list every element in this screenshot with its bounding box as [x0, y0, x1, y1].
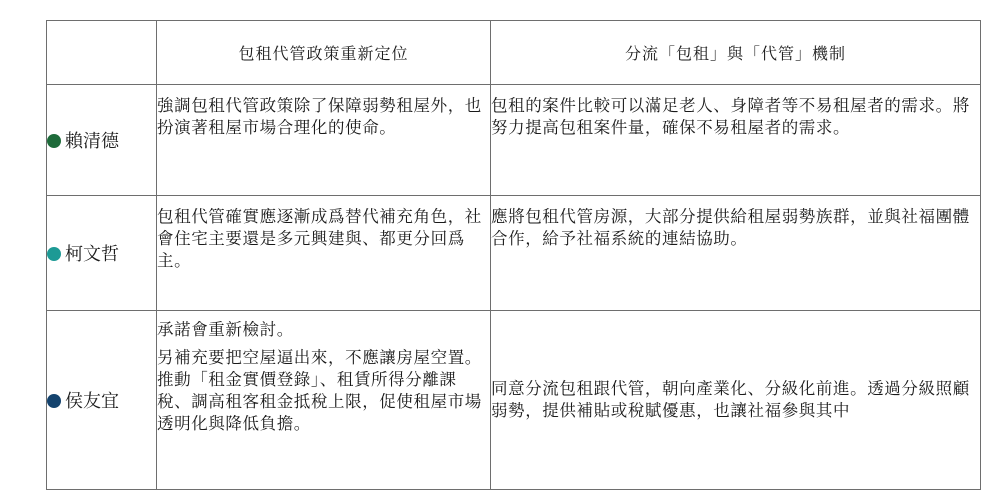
candidate-name: 柯文哲 — [65, 244, 119, 265]
candidate-name-cell — [47, 196, 157, 311]
policy-text: 包租代管確實應逐漸成爲替代補充角色，社會住宅主要還是多元興建與、都更分回爲主。 — [157, 207, 482, 270]
mechanism-cell — [491, 311, 981, 490]
table-header-row — [47, 21, 981, 85]
policy-cell — [157, 311, 491, 490]
mechanism-text: 同意分流包租跟代管，朝向產業化、分級化前進。透過分級照顧弱勢，提供補貼或稅賦優惠，也讓社福參與其中 — [491, 379, 970, 420]
policy-cell — [157, 85, 491, 196]
header-mechanism: 分流「包租」與「代管」機制 — [491, 21, 981, 85]
candidate-policy-table — [46, 20, 981, 490]
mechanism-cell — [491, 85, 981, 196]
candidate-name: 賴清德 — [65, 131, 119, 152]
header-empty-cell — [47, 21, 157, 85]
header-policy: 包租代管政策重新定位 — [157, 21, 491, 85]
table-row — [47, 311, 981, 490]
policy-cell — [157, 196, 491, 311]
policy-text: 承諾會重新檢討。 — [157, 320, 294, 339]
candidate-dot-icon — [47, 247, 61, 261]
mechanism-text: 包租的案件比較可以滿足老人、身障者等不易租屋者的需求。將努力提高包租案件量，確保不易租屋者的需求。 — [491, 96, 970, 137]
table-row — [47, 196, 981, 311]
mechanism-cell — [491, 196, 981, 311]
candidate-name-cell — [47, 311, 157, 490]
candidate-dot-icon — [47, 134, 61, 148]
candidate-name-cell — [47, 85, 157, 196]
candidate-dot-icon — [47, 394, 61, 408]
candidate-name: 侯友宜 — [65, 391, 119, 412]
policy-text: 強調包租代管政策除了保障弱勢租屋外，也扮演著租屋市場合理化的使命。 — [157, 96, 482, 137]
mechanism-text: 應將包租代管房源，大部分提供給租屋弱勢族群，並與社福團體合作，給予社福系統的連結協助。 — [491, 207, 970, 248]
policy-text: 另補充要把空屋逼出來，不應讓房屋空置。推動「租金實價登錄」、租賃所得分離課稅、調高租客租金抵稅上限，促使租屋市場透明化與降低負擔。 — [157, 348, 482, 433]
table-row — [47, 85, 981, 196]
